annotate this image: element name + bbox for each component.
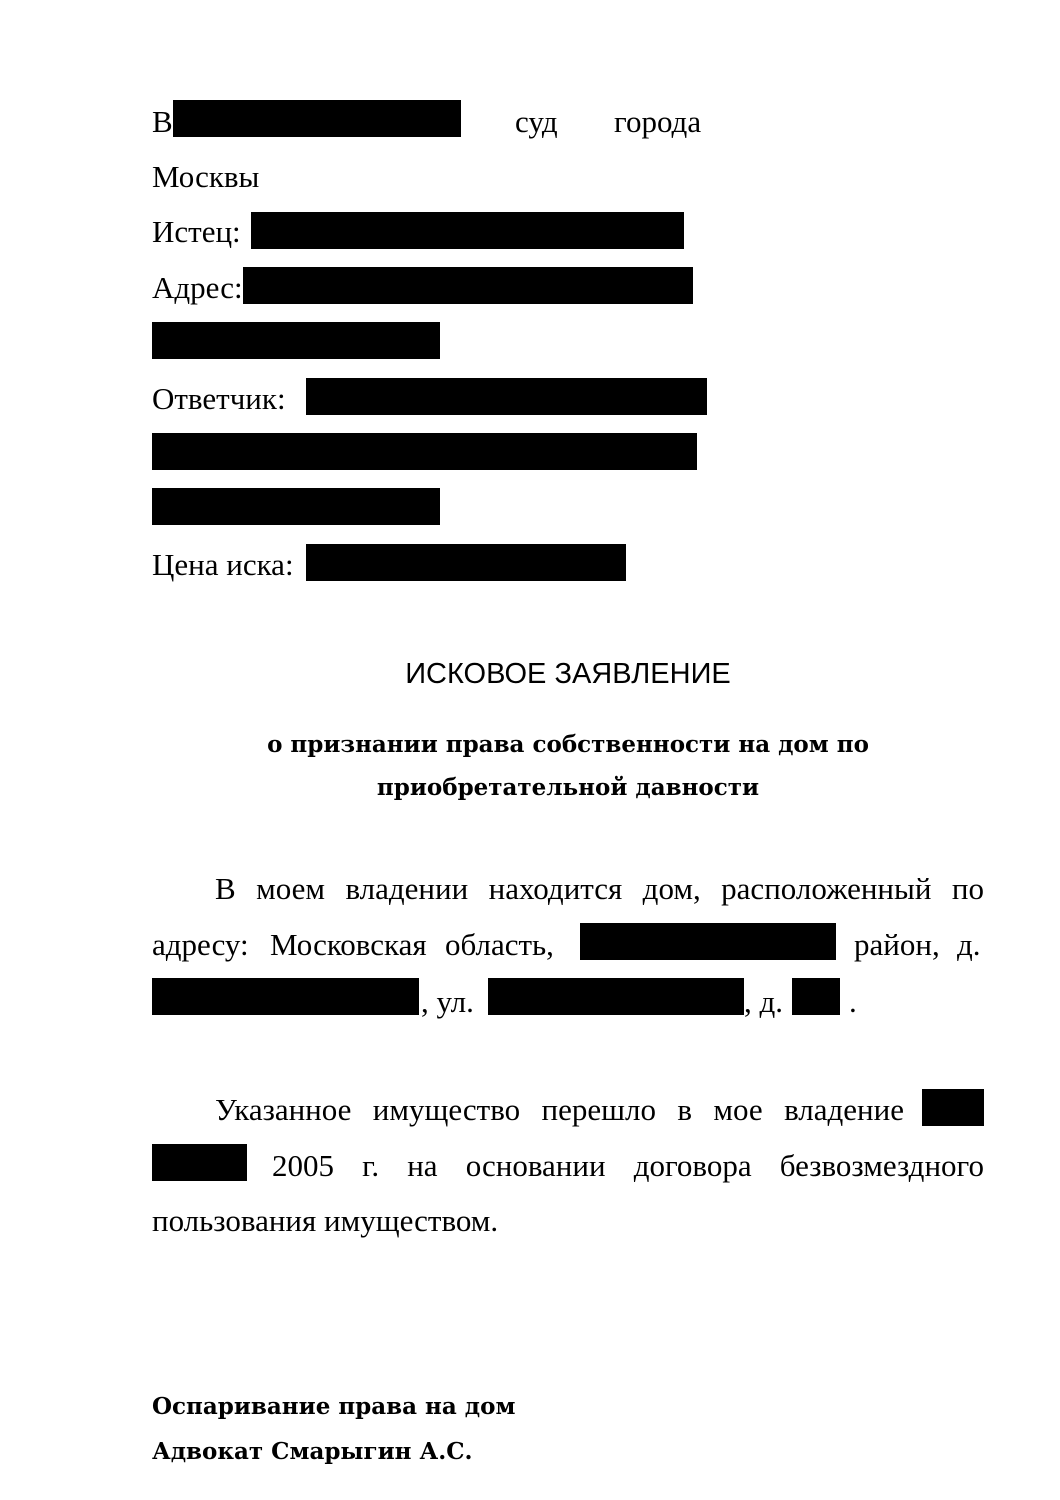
district-word: район, — [854, 927, 940, 962]
redaction-court-name — [173, 100, 461, 137]
word: владении — [345, 871, 469, 906]
address-label: Адрес: — [152, 270, 243, 305]
court-prefix: В — [152, 104, 173, 139]
redaction-house-number — [792, 978, 840, 1015]
street-label: , ул. — [421, 984, 474, 1019]
word: перешло — [541, 1092, 656, 1127]
redaction-street — [488, 978, 744, 1015]
paragraph-2-line-3: пользования имуществом. — [152, 1203, 499, 1238]
word: владение — [784, 1092, 904, 1127]
redaction-defendant-line3 — [152, 488, 440, 525]
footer-author: Адвокат Смарыгин А.С. — [152, 1438, 473, 1465]
paragraph-2-line-2 — [272, 1150, 984, 1181]
document-subtitle-line2: приобретательной давности — [376, 774, 760, 801]
paragraph-2-line-1 — [215, 1094, 904, 1125]
word: находится — [488, 871, 623, 906]
court-word: суд — [515, 104, 558, 139]
word: на — [407, 1148, 438, 1183]
word: дом, — [642, 871, 701, 906]
city-word: города — [614, 104, 702, 139]
word: г. — [362, 1148, 380, 1183]
word: договора — [633, 1148, 752, 1183]
city-name: Москвы — [152, 159, 260, 194]
redaction-defendant-line2 — [152, 433, 697, 470]
redaction-district — [580, 923, 836, 960]
word: безвозмездного — [779, 1148, 984, 1183]
address-word: адресу: — [152, 927, 249, 962]
claim-price-label: Цена иска: — [152, 547, 294, 582]
paragraph-1-line-1 — [215, 873, 984, 904]
year-value: 2005 — [272, 1148, 334, 1183]
house-label: , д. — [744, 984, 784, 1019]
word: расположенный — [721, 871, 932, 906]
word: имущество — [372, 1092, 521, 1127]
redaction-defendant-line1 — [306, 378, 707, 415]
document-subtitle-line1: о признании права собственности на дом по — [267, 731, 869, 758]
redaction-month — [152, 1144, 247, 1181]
plaintiff-label: Истец: — [152, 214, 241, 249]
word: основании — [465, 1148, 606, 1183]
line-end-period: . — [849, 984, 857, 1019]
oblast-word: область, — [445, 927, 554, 962]
redaction-village — [152, 978, 419, 1015]
redaction-address-line2 — [152, 322, 440, 359]
footer-topic: Оспаривание права на дом — [152, 1393, 516, 1420]
defendant-label: Ответчик: — [152, 381, 286, 416]
document-title: ИСКОВОЕ ЗАЯВЛЕНИЕ — [405, 658, 731, 690]
word: моем — [256, 871, 325, 906]
word: Указанное — [215, 1092, 352, 1127]
village-abbrev: д. — [957, 927, 981, 962]
word: по — [951, 871, 984, 906]
redaction-claim-price — [306, 544, 626, 581]
redaction-plaintiff — [251, 212, 684, 249]
word: В — [215, 871, 236, 906]
redaction-day — [922, 1089, 984, 1126]
redaction-address-line1 — [243, 267, 693, 304]
word: мое — [713, 1092, 763, 1127]
word: в — [677, 1092, 693, 1127]
region-word: Московская — [270, 927, 427, 962]
